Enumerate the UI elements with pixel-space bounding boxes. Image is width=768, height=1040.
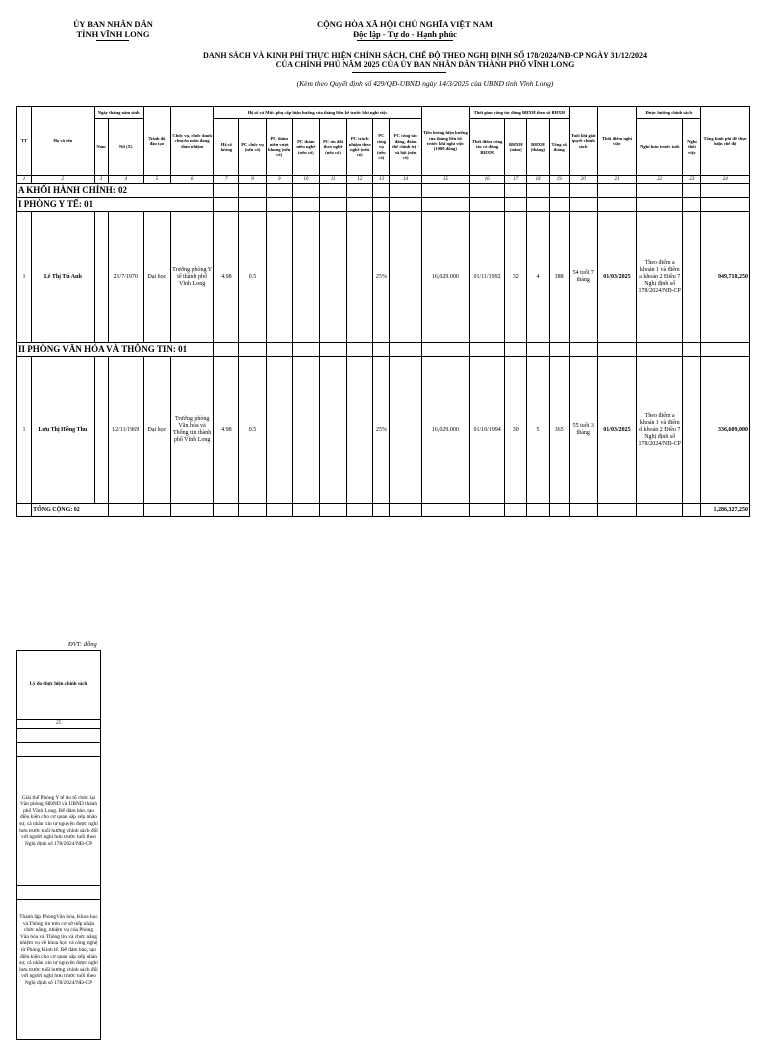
cell-age: 55 tuổi 3 tháng (569, 357, 597, 504)
cell-bhxh-month: 4 (527, 212, 549, 343)
column-number: 11 (319, 176, 346, 184)
col-pc-ud: PC ưu đãi theo nghề (nếu có) (319, 119, 346, 176)
reason-table (16, 650, 101, 1040)
cell-pc-cvu: 25% (373, 357, 390, 504)
column-number: 24 (701, 176, 750, 184)
document-subtitle: (Kèm theo Quyết định số 429/QĐ-UBND ngày 14/3/2025 của UBND tỉnh Vĩnh Long) (296, 79, 554, 88)
cell-total-cost: 336,609,000 (701, 357, 750, 504)
cell-quit-date: 01/03/2025 (597, 212, 636, 343)
cell-position: Trưởng phòng Văn hóa và Thông tin thành phố Vĩnh Long (171, 357, 214, 504)
column-number: 15 (421, 176, 469, 184)
column-number: 18 (527, 176, 549, 184)
cell-quit-job (683, 212, 701, 343)
reason-health: Giải thể Phòng Y tế do tổ chức lại Văn phòng HĐND và UBND thành phố Vĩnh Long. Để đảm bảo, tạo điều kiện cho cơ quan sắp xếp nhân sự, cá nhân xin tự nguyện được nghỉ hưu trước tuổi hưởng chính sách đối với người nghỉ hưu trước tuổi theo Nghị định số 178/2024/NĐ-CP (17, 757, 101, 886)
col-bhxh-group: Thời gian công tác đóng BHXH theo sổ BHXH (470, 107, 570, 119)
cell-quit-date: 01/03/2025 (597, 357, 636, 504)
section-row-a (17, 184, 750, 198)
cell-bhxh-start: 01/11/1992 (470, 212, 505, 343)
cell-female: 21/7/1970 (108, 212, 143, 343)
col-pc-tnvk: PC thâm niên vượt khung (nếu có) (266, 119, 292, 176)
section-label: II PHÒNG VĂN HÓA VÀ THÔNG TIN: 01 (17, 343, 214, 357)
column-number: 1 (17, 176, 32, 184)
col-bhxh-start: Thời điểm công tác có đóng BHXH (470, 119, 505, 176)
reason-header: Lý do thực hiện chính sách (17, 651, 101, 720)
column-number: 21 (597, 176, 636, 184)
col-total-cost: Tổng kinh phí đề thực hiện chế độ (701, 107, 750, 176)
column-number: 12 (347, 176, 373, 184)
reason-empty-cell (17, 729, 101, 743)
col-bhxh-total: Tổng số tháng (549, 119, 569, 176)
cell-coef: 4.98 (214, 212, 239, 343)
col-bhxh-month: BHXH (tháng) (527, 119, 549, 176)
col-quit-job: Nghỉ thôi việc (683, 119, 701, 176)
col-early-retire: Nghỉ hưu trước tuổi (637, 119, 683, 176)
col-pc-tnn: PC thâm niên nghề (nếu có) (292, 119, 319, 176)
column-number: 2 (32, 176, 94, 184)
col-pc-cv: PC chức vụ (nếu có) (239, 119, 266, 176)
motto: Độc lập - Tự do - Hạnh phúc (353, 29, 457, 39)
agency-line-2: TỈNH VĨNH LONG (76, 29, 150, 39)
column-number-row (17, 176, 750, 184)
cell-early-retire: Theo điểm a khoản 1 và điểm d khoản 2 Điều 7 Nghị định số 178/2024/NĐ-CP (637, 357, 683, 504)
section-label: I PHÒNG Y TẾ: 01 (17, 198, 214, 212)
col-pc-tn: PC trách nhiệm theo nghề (nếu có) (347, 119, 373, 176)
agency-line-1: ỦY BAN NHÂN DÂN (73, 19, 153, 29)
cell-bhxh-start: 01/10/1994 (470, 357, 505, 504)
col-coef: Hệ số lương (214, 119, 239, 176)
cell-bhxh-total: 388 (549, 212, 569, 343)
reason-culture: Thành lập PhòngVăn hóa, Khoa học và Thông tin trên cơ sở tiếp nhận chức năng, nhiệm vụ của Phòng Văn hóa và Thông tin và chức năng nhiệm vụ về khoa học và công nghệ từ Phòng Kinh tế. Để đảm bảo, tạo điều kiện cho cơ quan sắp xếp nhân sự, cá nhân xin tự nguyện được nghỉ hưu trước tuổi hưởng chính sách đối với người nghỉ hưu trước tuổi theo Nghị định số 178/2024/NĐ-CP (17, 900, 101, 1040)
cell-education: Đại học (143, 357, 170, 504)
col-policy-group: Được hưởng chính sách (637, 107, 701, 119)
col-female: Nữ (X) (108, 119, 143, 176)
cell-bhxh-total: 365 (549, 357, 569, 504)
column-number: 22 (637, 176, 683, 184)
col-age: Tuổi khi giải quyết chính sách (569, 107, 597, 176)
column-number: 4 (108, 176, 143, 184)
col-quit-date: Thời điểm nghỉ việc (597, 107, 636, 176)
cell-name: Lưu Thị Hồng Thu (32, 357, 94, 504)
column-number: 13 (373, 176, 390, 184)
policy-list-table (16, 106, 750, 517)
cell-female: 12/11/1969 (108, 357, 143, 504)
column-number: 10 (292, 176, 319, 184)
cell-salary-now: 16,029.000 (421, 212, 469, 343)
section-row-culture (17, 343, 750, 357)
col-salary-now: Tiền lương hiện hưởng của tháng liền kề trước khi nghỉ việc (1000 đồng) (421, 107, 469, 176)
table-row (17, 212, 750, 343)
total-value: 1,286,327,250 (701, 504, 750, 517)
cell-pc-cv: 0.5 (239, 357, 266, 504)
cell-bhxh-year: 30 (505, 357, 527, 504)
agency-underline (96, 40, 129, 41)
col-salary-group: Hệ số và Mức phụ cấp hiện hưởng của tháng liền kề trước khi nghỉ việc (214, 107, 421, 119)
column-number: 16 (470, 176, 505, 184)
col-pc-cvu: PC công vụ (nếu có) (373, 119, 390, 176)
total-label: TỔNG CỘNG: 02 (32, 504, 109, 517)
cell-male (94, 357, 108, 504)
col-male: Nam (94, 119, 108, 176)
cell-age: 54 tuổi 7 tháng (569, 212, 597, 343)
section-row-health (17, 198, 750, 212)
col-bhxh-year: BHXH (năm) (505, 119, 527, 176)
cell-quit-job (683, 357, 701, 504)
column-number: 5 (143, 176, 170, 184)
cell-position: Trưởng phòng Y tế thành phố Vĩnh Long (171, 212, 214, 343)
reason-empty-cell (17, 886, 101, 900)
motto-underline (357, 40, 453, 41)
unit-label: ĐVT: đồng (68, 641, 97, 648)
col-tt: TT (17, 107, 32, 176)
cell-tt: 1 (17, 357, 32, 504)
column-number: 6 (171, 176, 214, 184)
cell-bhxh-year: 32 (505, 212, 527, 343)
cell-salary-now: 16,029.000 (421, 357, 469, 504)
column-number: 19 (549, 176, 569, 184)
col-name: Họ và tên (32, 107, 94, 176)
title-line-2: CỦA CHÍNH PHỦ NĂM 2025 CỦA ỦY BAN NHÂN DÂN THÀNH PHỐ VĨNH LONG (275, 60, 575, 69)
column-number: 20 (569, 176, 597, 184)
cell-total-cost: 949,718,250 (701, 212, 750, 343)
col-education: Trình độ đào tạo (143, 107, 170, 176)
issuing-agency (58, 19, 168, 39)
cell-tt: 1 (17, 212, 32, 343)
column-number: 3 (94, 176, 108, 184)
title-line-1: DANH SÁCH VÀ KINH PHÍ THỰC HIỆN CHÍNH SÁCH, CHẾ ĐỘ THEO NGHỊ ĐỊNH SỐ 178/2024/NĐ-CP NGÀY 31/12/2024 (203, 51, 647, 60)
document-title (150, 51, 700, 69)
cell-education: Đại học (143, 212, 170, 343)
col-position: Chức vụ, chức danh chuyên môn đang đảm nhiệm (171, 107, 214, 176)
reason-empty-cell (17, 743, 101, 757)
cell-pc-cvu: 25% (373, 212, 390, 343)
total-row (17, 504, 750, 517)
cell-coef: 4.98 (214, 357, 239, 504)
col-pc-dang: PC công tác đảng, đoàn thể chính trị - xã hội (nếu có) (390, 119, 421, 176)
national-motto (280, 19, 530, 39)
cell-early-retire: Theo điểm a khoản 1 và điểm a khoản 2 Điều 7 Nghị định số 178/2024/NĐ-CP (637, 212, 683, 343)
reason-col-number: 25 (17, 720, 101, 729)
table-row (17, 357, 750, 504)
col-birth-group: Ngày tháng năm sinh (94, 107, 143, 119)
nation-name: CỘNG HÒA XÃ HỘI CHỦ NGHĨA VIỆT NAM (316, 19, 494, 29)
cell-bhxh-month: 5 (527, 357, 549, 504)
column-number: 9 (266, 176, 292, 184)
column-number: 23 (683, 176, 701, 184)
column-number: 14 (390, 176, 421, 184)
cell-name: Lê Thị Tú Anh (32, 212, 94, 343)
cell-pc-cv: 0.5 (239, 212, 266, 343)
cell-male (94, 212, 108, 343)
section-label: A KHỐI HÀNH CHÍNH: 02 (17, 184, 214, 198)
column-number: 17 (505, 176, 527, 184)
column-number: 7 (214, 176, 239, 184)
title-underline (352, 72, 446, 73)
column-number: 8 (239, 176, 266, 184)
